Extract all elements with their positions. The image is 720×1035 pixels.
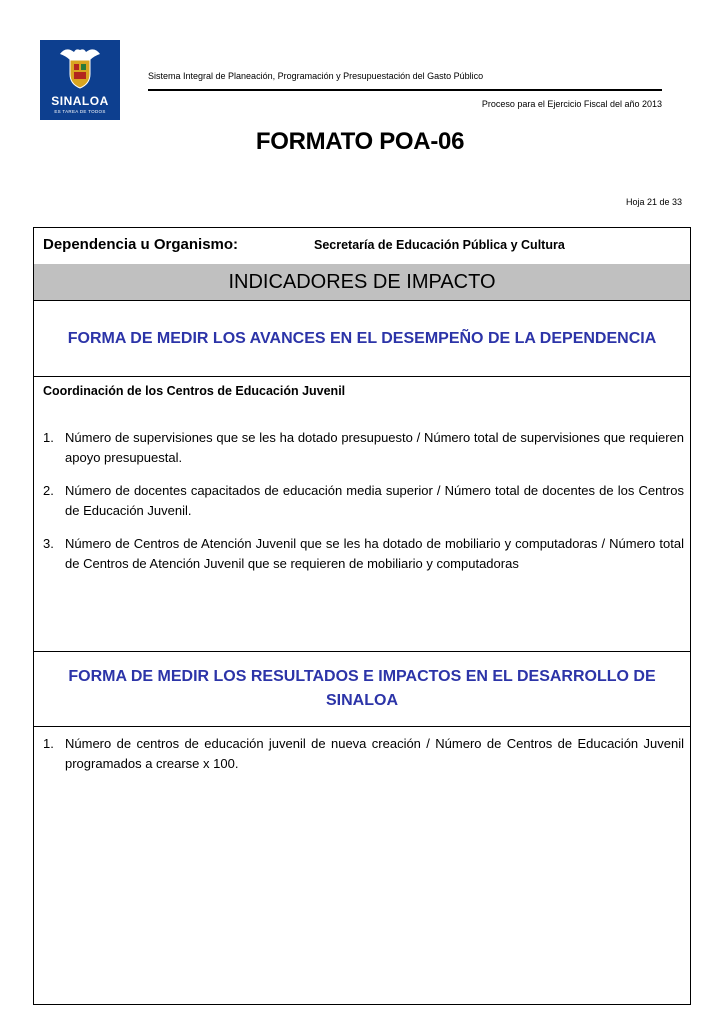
item-text: Número de centros de educación juvenil de nueva creación / Número de Centros de Educación Juvenil programados a crearse x 100. xyxy=(65,736,684,771)
coat-of-arms-icon xyxy=(54,44,106,92)
section-title: INDICADORES DE IMPACTO xyxy=(34,264,690,301)
item-number: 3. xyxy=(43,536,54,551)
header-divider xyxy=(148,89,662,91)
avances-subheading: Coordinación de los Centros de Educación Juvenil xyxy=(43,384,346,398)
sinaloa-logo xyxy=(40,40,120,120)
logo-name: SINALOA xyxy=(51,94,109,108)
system-title: Sistema Integral de Planeación, Programación y Presupuestación del Gasto Público xyxy=(148,71,484,81)
item-text: Número de Centros de Atención Juvenil que se les ha dotado de mobiliario y computadoras / Número total de Centros de Atención Juvenil que se requieren de mobiliario y computadoras xyxy=(65,536,684,571)
list-item xyxy=(43,481,684,521)
process-label: Proceso para el Ejercicio Fiscal del año 2013 xyxy=(481,99,662,109)
logo-tagline: ES TAREA DE TODOS xyxy=(54,109,106,114)
avances-block xyxy=(34,378,690,652)
item-number: 1. xyxy=(43,736,54,751)
item-number: 1. xyxy=(43,430,54,445)
form-title: FORMATO POA-06 xyxy=(255,128,465,155)
sheet-number: Hoja 21 de 33 xyxy=(625,197,682,207)
list-item xyxy=(43,734,684,774)
dependency-row xyxy=(34,228,690,265)
dependency-label: Dependencia u Organismo: xyxy=(43,236,239,253)
form-frame xyxy=(33,227,691,1005)
avances-heading: FORMA DE MEDIR LOS AVANCES EN EL DESEMPEÑO DE LA DEPENDENCIA xyxy=(34,301,690,377)
resultados-heading: FORMA DE MEDIR LOS RESULTADOS E IMPACTOS EN EL DESARROLLO DE SINALOA xyxy=(34,651,690,727)
dependency-value: Secretaría de Educación Pública y Cultura xyxy=(314,238,565,252)
resultados-list xyxy=(43,734,684,787)
list-item xyxy=(43,428,684,468)
list-item xyxy=(43,534,684,574)
item-number: 2. xyxy=(43,483,54,498)
item-text: Número de docentes capacitados de educación media superior / Número total de docentes de los Centros de Educación Juvenil. xyxy=(65,483,684,518)
avances-list xyxy=(43,428,684,587)
item-text: Número de supervisiones que se les ha dotado presupuesto / Número total de supervisiones que requieren apoyo presupuestal. xyxy=(65,430,684,465)
